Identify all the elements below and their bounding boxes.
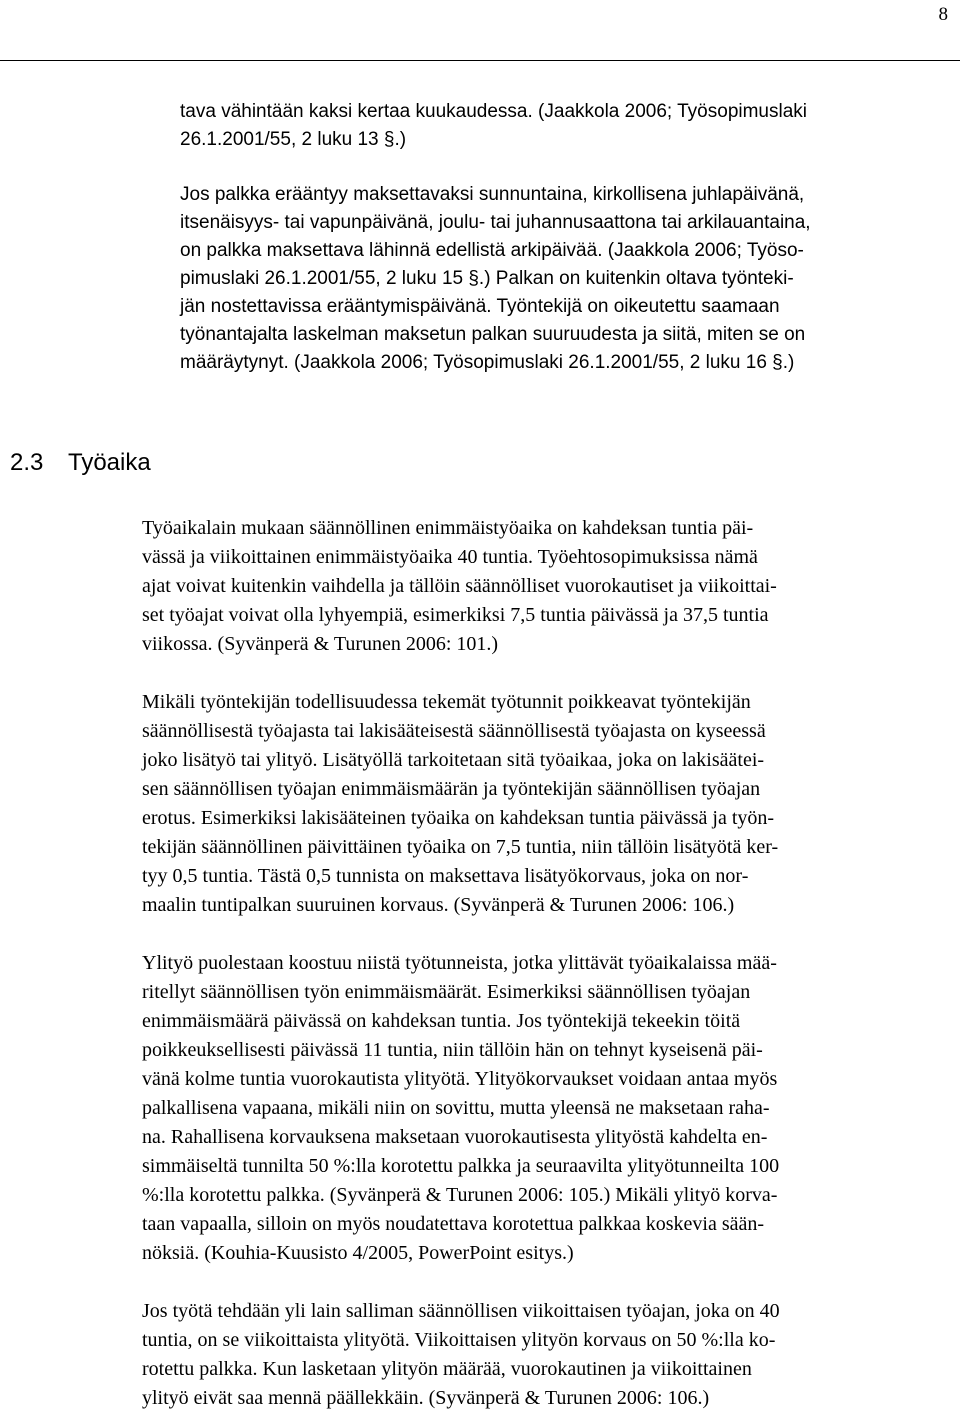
page-number: 8 [938, 4, 948, 25]
text-line: erotus. Esimerkiksi lakisääteinen työaika on kahdeksan tuntia päivässä ja työn- [142, 807, 775, 829]
text-line: säännöllisestä työajasta tai lakisääteisestä säännöllisestä työajasta on kyseessä [142, 720, 766, 742]
text-line: joko lisätyö tai ylityö. Lisätyöllä tarkoitetaan sitä työaikaa, joka on lakisäätei- [142, 749, 765, 771]
text-line: Jos palkka erääntyy maksettavaksi sunnuntaina, kirkollisena juhlapäivänä, [180, 184, 805, 205]
text-line: pimuslaki 26.1.2001/55, 2 luku 15 §.) Palkan on kuitenkin oltava työnteki- [180, 268, 794, 289]
text-line: on palkka maksettava lähinnä edellistä arkipäivää. (Jaakkola 2006; Työso- [180, 240, 804, 261]
text-line: nöksiä. (Kouhia-Kuusisto 4/2005, PowerPoint esitys.) [142, 1242, 574, 1264]
text-line: rotettu palkka. Kun lasketaan ylityön määrää, vuorokautinen ja viikoittainen [142, 1358, 752, 1380]
text-line: Työaikalain mukaan säännöllinen enimmäistyöaika on kahdeksan tuntia päi- [142, 517, 754, 539]
section-number: 2.3 [10, 449, 44, 476]
text-line: set työajat voivat olla lyhyempiä, esimerkiksi 7,5 tuntia päivässä ja 37,5 tuntia [142, 604, 769, 626]
text-line: määräytynyt. (Jaakkola 2006; Työsopimuslaki 26.1.2001/55, 2 luku 16 §.) [180, 352, 795, 373]
text-line: jän nostettavissa erääntymispäivänä. Työntekijä on oikeutettu saamaan [180, 296, 780, 317]
text-line: taan vapaalla, silloin on myös noudatettava korotettua palkkaa koskevia sään- [142, 1213, 765, 1235]
text-line: 26.1.2001/55, 2 luku 13 §.) [180, 129, 407, 150]
text-line: maalin tuntipalkan suuruinen korvaus. (Syvänperä & Turunen 2006: 106.) [142, 894, 735, 916]
text-line: simmäiseltä tunnilta 50 %:lla korotettu palkka ja seuraavilta ylityötunneilta 100 [142, 1155, 780, 1177]
text-line: na. Rahallisena korvauksena maksetaan vuorokautisesta ylityöstä kahdelta en- [142, 1126, 768, 1148]
text-line: enimmäismäärä päivässä on kahdeksan tuntia. Jos työntekijä tekeekin töitä [142, 1010, 741, 1032]
text-line: poikkeuksellisesti päivässä 11 tuntia, niin tällöin hän on tehnyt kyseisenä päi- [142, 1039, 763, 1061]
text-line: tuntia, on se viikoittaista ylityötä. Viikoittaisen ylityön korvaus on 50 %:lla ko- [142, 1329, 776, 1351]
section-heading [10, 443, 151, 483]
text-line: vässä ja viikoittainen enimmäistyöaika 40 tuntia. Työehtosopimuksissa nämä [142, 546, 758, 568]
text-line: Mikäli työntekijän todellisuudessa tekemät työtunnit poikkeavat työntekijän [142, 691, 751, 713]
text-line: tyy 0,5 tuntia. Tästä 0,5 tunnista on maksettava lisätyökorvaus, joka on nor- [142, 865, 749, 887]
text-line: ylityö eivät saa mennä päällekkäin. (Syvänperä & Turunen 2006: 106.) [142, 1387, 710, 1409]
text-line: vänä kolme tuntia vuorokautista ylityötä. Ylityökorvaukset voidaan antaa myös [142, 1068, 778, 1090]
section-title: Työaika [68, 449, 151, 476]
text-line: itsenäisyys- tai vapunpäivänä, joulu- tai juhannusaattona tai arkilauantaina, [180, 212, 811, 233]
text-line: %:lla korotettu palkka. (Syvänperä & Turunen 2006: 105.) Mikäli ylityö korva- [142, 1184, 778, 1206]
text-line: Ylityö puolestaan koostuu niistä työtunneista, jotka ylittävät työaikalaissa mää- [142, 952, 777, 974]
text-line: viikossa. (Syvänperä & Turunen 2006: 101.) [142, 633, 499, 655]
text-line: tava vähintään kaksi kertaa kuukaudessa. (Jaakkola 2006; Työsopimuslaki [180, 101, 808, 122]
text-line: työnantajalta laskelman maksetun palkan suuruudesta ja siitä, miten se on [180, 324, 806, 345]
text-line: sen säännöllisen työajan enimmäismäärän ja työntekijän säännöllisen työajan [142, 778, 761, 800]
text-line: tekijän säännöllinen päivittäinen työaika on 7,5 tuntia, niin tällöin lisätyötä ker- [142, 836, 779, 858]
text-line: Jos työtä tehdään yli lain salliman säännöllisen viikoittaisen työajan, joka on 40 [142, 1300, 780, 1322]
text-line: ajat voivat kuitenkin vaihdella ja tällöin säännölliset vuorokautiset ja viikoittai- [142, 575, 777, 597]
text-line: ritellyt säännöllisen työn enimmäismäärät. Esimerkiksi säännöllisen työajan [142, 981, 751, 1003]
header-rule [0, 60, 960, 61]
text-line: palkallisena vapaana, mikäli niin on sovittu, mutta yleensä ne maksetaan raha- [142, 1097, 770, 1119]
